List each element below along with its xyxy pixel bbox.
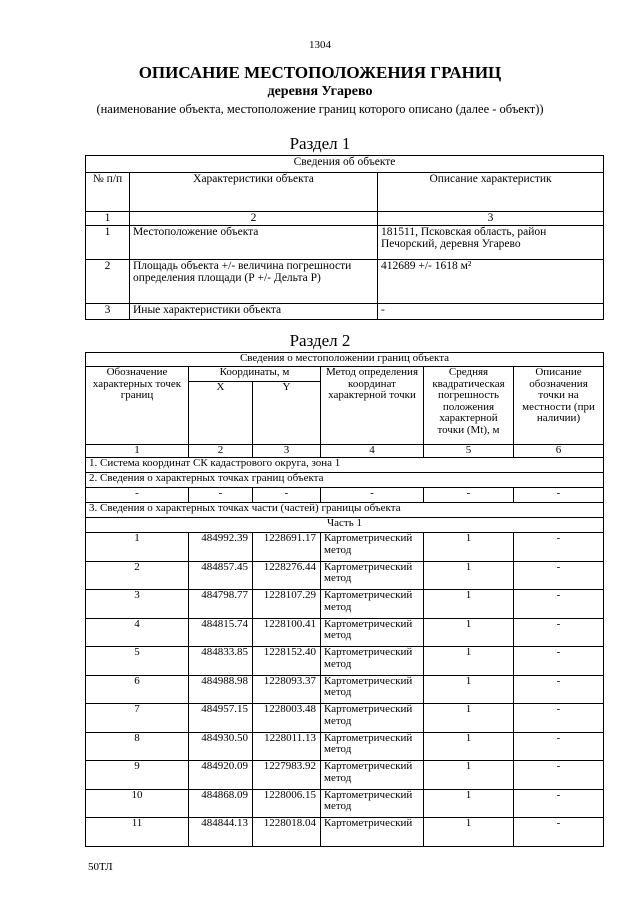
- header-point-description: Описание обозначения точки на местности (при наличии): [514, 367, 604, 445]
- method: Картометрический метод: [321, 533, 424, 562]
- table-row: [86, 675, 604, 704]
- method: Картометрический метод: [321, 590, 424, 619]
- table-title: Сведения о местоположении границ объекта: [86, 353, 604, 367]
- header-method: Метод определения координат характерной точки: [321, 367, 424, 445]
- point-number: 5: [86, 647, 189, 676]
- point-description: -: [514, 590, 604, 619]
- point-description: -: [514, 704, 604, 733]
- method: Картометрический: [321, 818, 424, 847]
- row-description: 181511, Псковская область, район Печорский, деревня Угарево: [378, 225, 604, 259]
- coord-x: 484815.74: [189, 618, 253, 647]
- part-points-row: 3. Сведения о характерных точках части (частей) границы объекта: [86, 503, 604, 518]
- coord-y: 1228003.48: [253, 704, 321, 733]
- row-num: 3: [86, 303, 130, 319]
- dash-cell: -: [424, 488, 514, 503]
- method: Картометрический метод: [321, 732, 424, 761]
- dash-cell: -: [321, 488, 424, 503]
- point-description: -: [514, 675, 604, 704]
- coord-x: 484868.09: [189, 789, 253, 818]
- accuracy: 1: [424, 732, 514, 761]
- header-coordinates: Координаты, м: [189, 367, 321, 382]
- coord-x: 484798.77: [189, 590, 253, 619]
- row-characteristic: Площадь объекта +/- величина погрешности определения площади (Р +/- Дельта Р): [130, 259, 378, 303]
- header-accuracy: Средняя квадратическая погрешность положения характерной точки (Mt), м: [424, 367, 514, 445]
- point-description: -: [514, 761, 604, 790]
- point-number: 3: [86, 590, 189, 619]
- header-characteristics: Характеристики объекта: [130, 173, 378, 212]
- col-number: 3: [378, 212, 604, 226]
- point-number: 4: [86, 618, 189, 647]
- table-row: [86, 647, 604, 676]
- table-row: [86, 789, 604, 818]
- row-description: 412689 +/- 1618 м²: [378, 259, 604, 303]
- coord-x: 484988.98: [189, 675, 253, 704]
- coord-x: 484957.15: [189, 704, 253, 733]
- dash-cell: -: [86, 488, 189, 503]
- col-number: 2: [189, 445, 253, 458]
- coord-x: 484833.85: [189, 647, 253, 676]
- coord-x: 484930.50: [189, 732, 253, 761]
- header-num: № п/п: [86, 173, 130, 212]
- row-description: -: [378, 303, 604, 319]
- row-characteristic: Иные характеристики объекта: [130, 303, 378, 319]
- accuracy: 1: [424, 675, 514, 704]
- header-designation: Обозначение характерных точек границ: [86, 367, 189, 445]
- point-description: -: [514, 533, 604, 562]
- boundary-points-row: 2. Сведения о характерных точках границ объекта: [86, 473, 604, 488]
- header-x: X: [189, 382, 253, 445]
- dash-cell: -: [189, 488, 253, 503]
- coord-y: 1228006.15: [253, 789, 321, 818]
- coord-x: 484857.45: [189, 561, 253, 590]
- table-row: [86, 818, 604, 847]
- object-name: деревня Угарево: [267, 84, 373, 99]
- coord-y: 1228011.13: [253, 732, 321, 761]
- accuracy: 1: [424, 590, 514, 619]
- part-label: Часть 1: [86, 518, 604, 533]
- table-row: [86, 303, 604, 319]
- object-caption: (наименование объекта, местоположение границ которого описано (далее - объект)): [96, 102, 544, 116]
- coord-y: 1228093.37: [253, 675, 321, 704]
- coord-x: 484844.13: [189, 818, 253, 847]
- point-description: -: [514, 818, 604, 847]
- table-row: [86, 225, 604, 259]
- point-description: -: [514, 647, 604, 676]
- method: Картометрический метод: [321, 561, 424, 590]
- coord-x: 484992.39: [189, 533, 253, 562]
- col-number: 1: [86, 212, 130, 226]
- header-y: Y: [253, 382, 321, 445]
- table-row: [86, 732, 604, 761]
- method: Картометрический метод: [321, 704, 424, 733]
- accuracy: 1: [424, 704, 514, 733]
- col-number: 4: [321, 445, 424, 458]
- table-row: [86, 561, 604, 590]
- point-number: 8: [86, 732, 189, 761]
- dash-cell: -: [253, 488, 321, 503]
- point-number: 7: [86, 704, 189, 733]
- coordinate-system-row: 1. Система координат СК кадастрового округа, зона 1: [86, 458, 604, 473]
- table-row: [86, 590, 604, 619]
- header-description: Описание характеристик: [378, 173, 604, 212]
- row-num: 1: [86, 225, 130, 259]
- section-2-heading: Раздел 2: [289, 331, 351, 350]
- row-num: 2: [86, 259, 130, 303]
- point-description: -: [514, 561, 604, 590]
- section-1-heading: Раздел 1: [289, 134, 351, 153]
- accuracy: 1: [424, 618, 514, 647]
- coord-y: 1228276.44: [253, 561, 321, 590]
- accuracy: 1: [424, 647, 514, 676]
- table-title: Сведения об объекте: [86, 156, 604, 173]
- coord-x: 484920.09: [189, 761, 253, 790]
- point-number: 2: [86, 561, 189, 590]
- accuracy: 1: [424, 561, 514, 590]
- table-row: [86, 533, 604, 562]
- coord-y: 1228100.41: [253, 618, 321, 647]
- point-description: -: [514, 732, 604, 761]
- document-title: ОПИСАНИЕ МЕСТОПОЛОЖЕНИЯ ГРАНИЦ: [138, 63, 502, 82]
- coord-y: 1228107.29: [253, 590, 321, 619]
- method: Картометрический метод: [321, 675, 424, 704]
- points-body: [86, 533, 604, 847]
- method: Картометрический метод: [321, 647, 424, 676]
- col-number: 3: [253, 445, 321, 458]
- table-row: [86, 704, 604, 733]
- object-info-table: [85, 155, 604, 320]
- coord-y: 1228691.17: [253, 533, 321, 562]
- footer-code: 50ТЛ: [88, 861, 113, 873]
- col-number: 2: [130, 212, 378, 226]
- point-number: 11: [86, 818, 189, 847]
- accuracy: 1: [424, 761, 514, 790]
- point-number: 9: [86, 761, 189, 790]
- point-number: 10: [86, 789, 189, 818]
- point-number: 1: [86, 533, 189, 562]
- row-characteristic: Местоположение объекта: [130, 225, 378, 259]
- coord-y: 1228152.40: [253, 647, 321, 676]
- coord-y: 1228018.04: [253, 818, 321, 847]
- method: Картометрический метод: [321, 761, 424, 790]
- point-description: -: [514, 789, 604, 818]
- table-row: [86, 259, 604, 303]
- page-number: 1304: [309, 39, 331, 51]
- dash-cell: -: [514, 488, 604, 503]
- table-row: [86, 618, 604, 647]
- method: Картометрический метод: [321, 789, 424, 818]
- col-number: 5: [424, 445, 514, 458]
- method: Картометрический метод: [321, 618, 424, 647]
- col-number: 6: [514, 445, 604, 458]
- accuracy: 1: [424, 533, 514, 562]
- point-description: -: [514, 618, 604, 647]
- coord-y: 1227983.92: [253, 761, 321, 790]
- accuracy: 1: [424, 789, 514, 818]
- col-number: 1: [86, 445, 189, 458]
- accuracy: 1: [424, 818, 514, 847]
- boundary-points-table: [85, 352, 604, 847]
- table-row: [86, 761, 604, 790]
- point-number: 6: [86, 675, 189, 704]
